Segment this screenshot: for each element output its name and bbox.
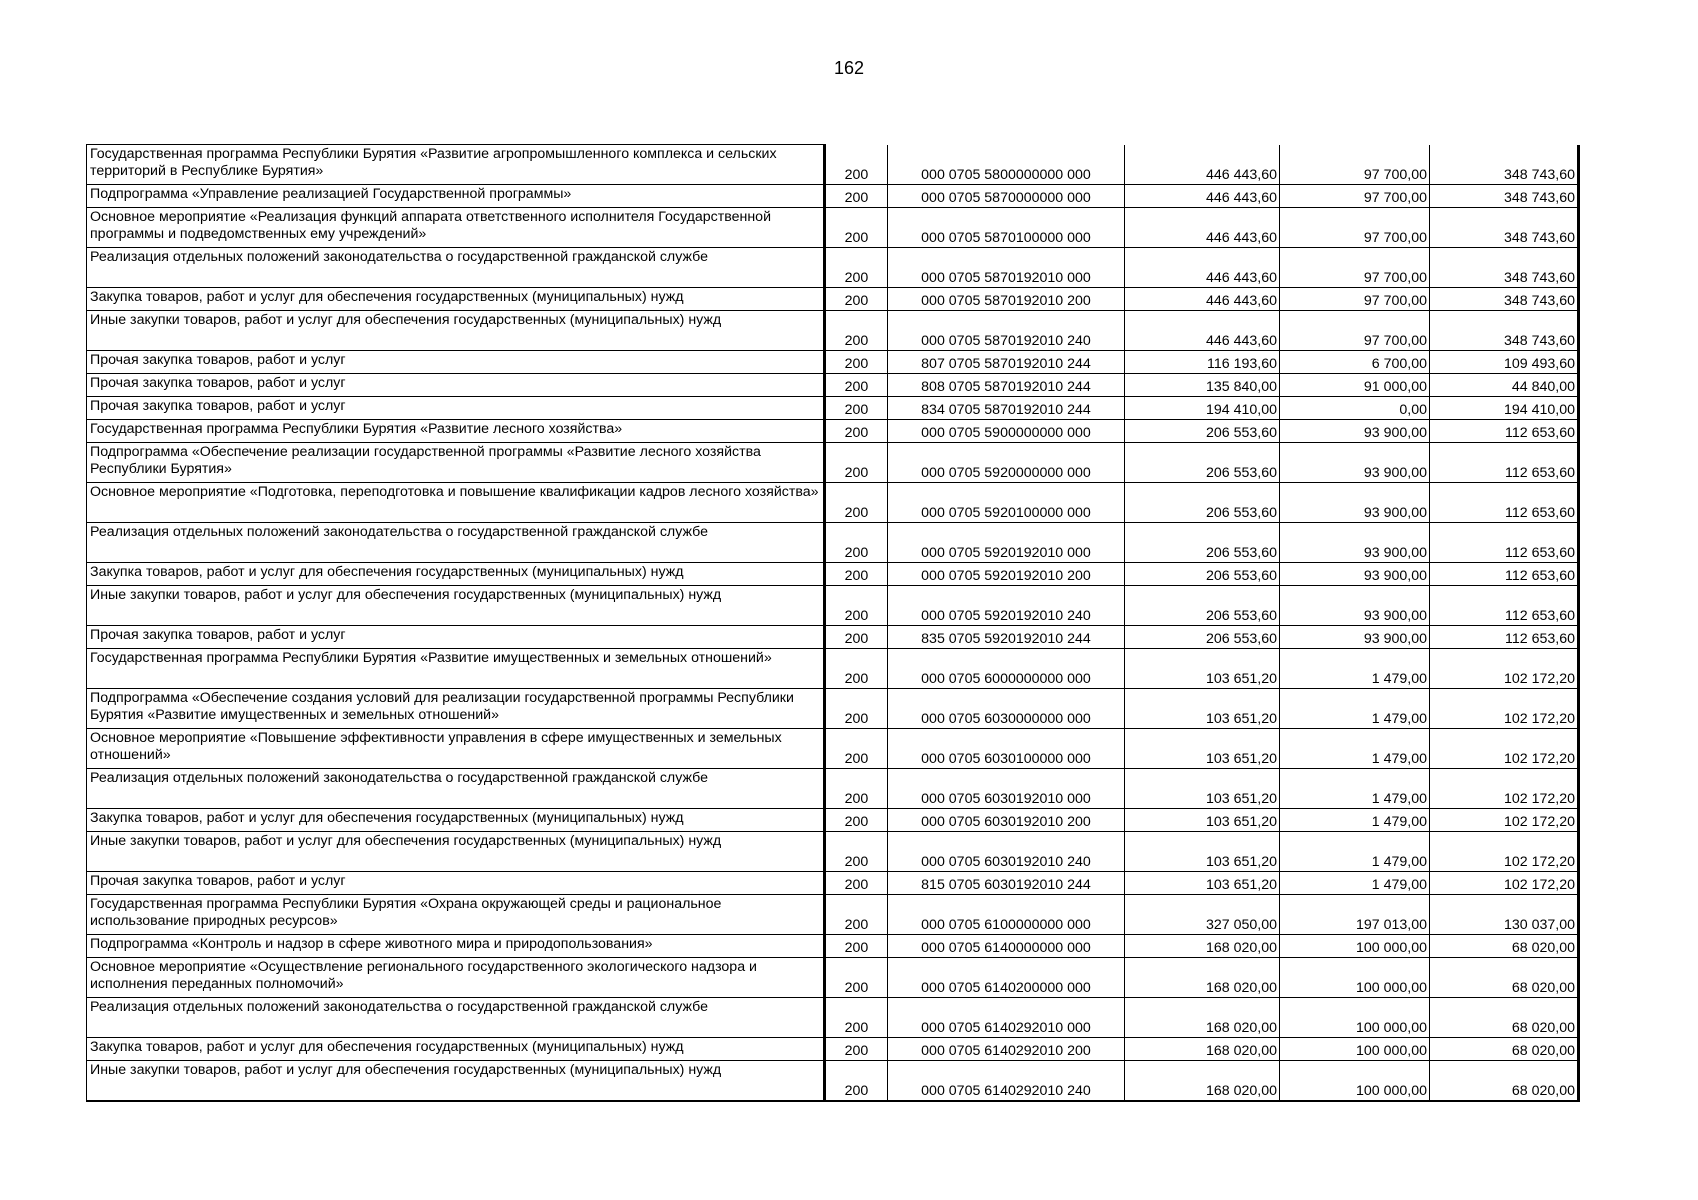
row-amount-1-cell: 206 553,60	[1125, 586, 1280, 626]
row-amount-3-cell: 112 653,60	[1430, 586, 1579, 626]
table-row	[87, 832, 1579, 872]
row-amount-1-cell: 446 443,60	[1125, 145, 1280, 185]
table-row	[87, 998, 1579, 1038]
row-name-cell: Закупка товаров, работ и услуг для обеспечения государственных (муниципальных) нужд	[87, 288, 825, 311]
table-row	[87, 586, 1579, 626]
row-name-cell: Основное мероприятие «Осуществление регионального государственного экологического надзора и исполнения переданных полномочий»	[87, 958, 825, 998]
row-amount-2-cell: 93 900,00	[1280, 443, 1430, 483]
row-amount-1-cell: 168 020,00	[1125, 958, 1280, 998]
row-code-cell: 200	[825, 998, 888, 1038]
row-amount-3-cell: 102 172,20	[1430, 832, 1579, 872]
row-code-cell: 200	[825, 689, 888, 729]
table-row	[87, 809, 1579, 832]
row-name-cell: Закупка товаров, работ и услуг для обеспечения государственных (муниципальных) нужд	[87, 563, 825, 586]
row-amount-2-cell: 91 000,00	[1280, 374, 1430, 397]
row-name-cell: Закупка товаров, работ и услуг для обеспечения государственных (муниципальных) нужд	[87, 809, 825, 832]
table-row	[87, 483, 1579, 523]
row-code-cell: 200	[825, 288, 888, 311]
table-row	[87, 649, 1579, 689]
row-kbk-cell: 000 0705 6140292010 000	[888, 998, 1125, 1038]
row-code-cell: 200	[825, 1038, 888, 1061]
row-code-cell: 200	[825, 351, 888, 374]
row-amount-3-cell: 102 172,20	[1430, 729, 1579, 769]
table-row	[87, 563, 1579, 586]
row-amount-2-cell: 100 000,00	[1280, 935, 1430, 958]
row-amount-3-cell: 68 020,00	[1430, 1061, 1579, 1102]
row-kbk-cell: 000 0705 5920192010 000	[888, 523, 1125, 563]
row-amount-1-cell: 168 020,00	[1125, 1061, 1280, 1102]
row-kbk-cell: 000 0705 5870192010 240	[888, 311, 1125, 351]
row-kbk-cell: 808 0705 5870192010 244	[888, 374, 1125, 397]
row-amount-1-cell: 446 443,60	[1125, 288, 1280, 311]
row-amount-1-cell: 168 020,00	[1125, 935, 1280, 958]
row-code-cell: 200	[825, 443, 888, 483]
row-amount-3-cell: 112 653,60	[1430, 523, 1579, 563]
row-code-cell: 200	[825, 208, 888, 248]
row-kbk-cell: 000 0705 5870192010 200	[888, 288, 1125, 311]
row-amount-3-cell: 348 743,60	[1430, 248, 1579, 288]
row-amount-3-cell: 348 743,60	[1430, 208, 1579, 248]
table-row	[87, 420, 1579, 443]
row-name-cell: Иные закупки товаров, работ и услуг для обеспечения государственных (муниципальных) нужд	[87, 1061, 825, 1102]
row-amount-3-cell: 109 493,60	[1430, 351, 1579, 374]
row-amount-1-cell: 446 443,60	[1125, 208, 1280, 248]
row-amount-1-cell: 103 651,20	[1125, 832, 1280, 872]
row-kbk-cell: 000 0705 5920000000 000	[888, 443, 1125, 483]
table-body	[87, 145, 1579, 1102]
row-code-cell: 200	[825, 420, 888, 443]
row-amount-1-cell: 103 651,20	[1125, 872, 1280, 895]
row-amount-2-cell: 93 900,00	[1280, 483, 1430, 523]
row-amount-2-cell: 6 700,00	[1280, 351, 1430, 374]
row-kbk-cell: 000 0705 6030192010 000	[888, 769, 1125, 809]
row-name-cell: Основное мероприятие «Повышение эффективности управления в сфере имущественных и земельных отношений»	[87, 729, 825, 769]
row-amount-3-cell: 112 653,60	[1430, 483, 1579, 523]
table-row	[87, 185, 1579, 208]
table-row	[87, 351, 1579, 374]
row-code-cell: 200	[825, 958, 888, 998]
row-amount-2-cell: 97 700,00	[1280, 288, 1430, 311]
row-amount-3-cell: 68 020,00	[1430, 1038, 1579, 1061]
row-amount-3-cell: 102 172,20	[1430, 809, 1579, 832]
row-code-cell: 200	[825, 769, 888, 809]
row-amount-3-cell: 102 172,20	[1430, 649, 1579, 689]
row-name-cell: Государственная программа Республики Бурятия «Развитие имущественных и земельных отношений»	[87, 649, 825, 689]
row-kbk-cell: 000 0705 5870000000 000	[888, 185, 1125, 208]
page-number: 162	[833, 58, 865, 78]
row-amount-1-cell: 103 651,20	[1125, 649, 1280, 689]
row-amount-2-cell: 93 900,00	[1280, 563, 1430, 586]
table-row	[87, 311, 1579, 351]
row-kbk-cell: 000 0705 6030000000 000	[888, 689, 1125, 729]
row-name-cell: Закупка товаров, работ и услуг для обеспечения государственных (муниципальных) нужд	[87, 1038, 825, 1061]
row-amount-2-cell: 1 479,00	[1280, 832, 1430, 872]
row-amount-3-cell: 194 410,00	[1430, 397, 1579, 420]
row-code-cell: 200	[825, 872, 888, 895]
row-amount-3-cell: 68 020,00	[1430, 958, 1579, 998]
row-name-cell: Реализация отдельных положений законодательства о государственной гражданской службе	[87, 248, 825, 288]
row-amount-2-cell: 97 700,00	[1280, 248, 1430, 288]
row-kbk-cell: 000 0705 6140000000 000	[888, 935, 1125, 958]
row-kbk-cell: 000 0705 5870192010 000	[888, 248, 1125, 288]
row-kbk-cell: 000 0705 5800000000 000	[888, 145, 1125, 185]
row-code-cell: 200	[825, 311, 888, 351]
row-amount-1-cell: 103 651,20	[1125, 729, 1280, 769]
row-amount-3-cell: 102 172,20	[1430, 872, 1579, 895]
table-row	[87, 288, 1579, 311]
row-code-cell: 200	[825, 248, 888, 288]
row-amount-3-cell: 68 020,00	[1430, 935, 1579, 958]
row-name-cell: Подпрограмма «Контроль и надзор в сфере животного мира и природопользования»	[87, 935, 825, 958]
row-kbk-cell: 815 0705 6030192010 244	[888, 872, 1125, 895]
row-amount-1-cell: 206 553,60	[1125, 483, 1280, 523]
row-name-cell: Государственная программа Республики Бурятия «Развитие лесного хозяйства»	[87, 420, 825, 443]
table-row	[87, 895, 1579, 935]
row-amount-2-cell: 1 479,00	[1280, 649, 1430, 689]
row-amount-3-cell: 112 653,60	[1430, 626, 1579, 649]
row-amount-2-cell: 93 900,00	[1280, 626, 1430, 649]
row-amount-1-cell: 206 553,60	[1125, 523, 1280, 563]
row-name-cell: Прочая закупка товаров, работ и услуг	[87, 626, 825, 649]
row-amount-2-cell: 97 700,00	[1280, 311, 1430, 351]
table-row	[87, 872, 1579, 895]
row-name-cell: Реализация отдельных положений законодательства о государственной гражданской службе	[87, 769, 825, 809]
row-amount-1-cell: 116 193,60	[1125, 351, 1280, 374]
row-kbk-cell: 000 0705 5920192010 240	[888, 586, 1125, 626]
row-code-cell: 200	[825, 397, 888, 420]
table-row	[87, 1038, 1579, 1061]
table-row	[87, 374, 1579, 397]
row-kbk-cell: 000 0705 6140292010 200	[888, 1038, 1125, 1061]
row-amount-2-cell: 93 900,00	[1280, 523, 1430, 563]
row-kbk-cell: 000 0705 6030192010 200	[888, 809, 1125, 832]
row-kbk-cell: 000 0705 5920192010 200	[888, 563, 1125, 586]
row-amount-3-cell: 68 020,00	[1430, 998, 1579, 1038]
row-name-cell: Основное мероприятие «Подготовка, переподготовка и повышение квалификации кадров лесного хозяйства»	[87, 483, 825, 523]
row-code-cell: 200	[825, 809, 888, 832]
row-amount-1-cell: 206 553,60	[1125, 420, 1280, 443]
row-code-cell: 200	[825, 1061, 888, 1102]
row-name-cell: Подпрограмма «Управление реализацией Государственной программы»	[87, 185, 825, 208]
row-name-cell: Прочая закупка товаров, работ и услуг	[87, 374, 825, 397]
row-amount-2-cell: 0,00	[1280, 397, 1430, 420]
table-row	[87, 208, 1579, 248]
table-row	[87, 1061, 1579, 1102]
row-amount-1-cell: 206 553,60	[1125, 443, 1280, 483]
row-name-cell: Прочая закупка товаров, работ и услуг	[87, 872, 825, 895]
row-amount-3-cell: 112 653,60	[1430, 563, 1579, 586]
row-name-cell: Государственная программа Республики Бурятия «Охрана окружающей среды и рациональное использование природных ресурсов»	[87, 895, 825, 935]
row-name-cell: Прочая закупка товаров, работ и услуг	[87, 351, 825, 374]
row-amount-1-cell: 168 020,00	[1125, 1038, 1280, 1061]
row-code-cell: 200	[825, 832, 888, 872]
row-name-cell: Государственная программа Республики Бурятия «Развитие агропромышленного комплекса и сельских территорий в Республике Бурятия»	[87, 145, 825, 185]
row-code-cell: 200	[825, 586, 888, 626]
row-amount-3-cell: 112 653,60	[1430, 420, 1579, 443]
row-name-cell: Реализация отдельных положений законодательства о государственной гражданской службе	[87, 998, 825, 1038]
row-kbk-cell: 835 0705 5920192010 244	[888, 626, 1125, 649]
row-amount-3-cell: 130 037,00	[1430, 895, 1579, 935]
row-amount-2-cell: 1 479,00	[1280, 769, 1430, 809]
row-code-cell: 200	[825, 563, 888, 586]
row-amount-1-cell: 446 443,60	[1125, 311, 1280, 351]
row-amount-2-cell: 100 000,00	[1280, 998, 1430, 1038]
row-code-cell: 200	[825, 483, 888, 523]
budget-table	[86, 144, 1580, 1102]
row-amount-2-cell: 197 013,00	[1280, 895, 1430, 935]
row-amount-3-cell: 44 840,00	[1430, 374, 1579, 397]
row-amount-2-cell: 1 479,00	[1280, 872, 1430, 895]
row-amount-3-cell: 348 743,60	[1430, 311, 1579, 351]
row-name-cell: Иные закупки товаров, работ и услуг для обеспечения государственных (муниципальных) нужд	[87, 586, 825, 626]
row-amount-1-cell: 168 020,00	[1125, 998, 1280, 1038]
row-amount-3-cell: 102 172,20	[1430, 769, 1579, 809]
table-row	[87, 523, 1579, 563]
row-name-cell: Подпрограмма «Обеспечение создания условий для реализации государственной программы Республики Бурятия «Развитие имущественных и земельных отношений»	[87, 689, 825, 729]
row-code-cell: 200	[825, 729, 888, 769]
row-amount-3-cell: 348 743,60	[1430, 288, 1579, 311]
row-amount-2-cell: 1 479,00	[1280, 729, 1430, 769]
row-kbk-cell: 000 0705 6030100000 000	[888, 729, 1125, 769]
table-row	[87, 626, 1579, 649]
table-row	[87, 729, 1579, 769]
row-code-cell: 200	[825, 523, 888, 563]
table-row	[87, 145, 1579, 185]
row-amount-1-cell: 135 840,00	[1125, 374, 1280, 397]
row-kbk-cell: 000 0705 6140292010 240	[888, 1061, 1125, 1102]
table-row	[87, 689, 1579, 729]
table-row	[87, 958, 1579, 998]
row-amount-2-cell: 97 700,00	[1280, 185, 1430, 208]
row-amount-2-cell: 100 000,00	[1280, 958, 1430, 998]
row-kbk-cell: 834 0705 5870192010 244	[888, 397, 1125, 420]
row-kbk-cell: 000 0705 5870100000 000	[888, 208, 1125, 248]
row-kbk-cell: 000 0705 6000000000 000	[888, 649, 1125, 689]
row-amount-2-cell: 93 900,00	[1280, 420, 1430, 443]
row-name-cell: Реализация отдельных положений законодательства о государственной гражданской службе	[87, 523, 825, 563]
row-kbk-cell: 807 0705 5870192010 244	[888, 351, 1125, 374]
row-amount-1-cell: 446 443,60	[1125, 248, 1280, 288]
row-amount-3-cell: 348 743,60	[1430, 185, 1579, 208]
row-kbk-cell: 000 0705 6140200000 000	[888, 958, 1125, 998]
row-amount-1-cell: 103 651,20	[1125, 809, 1280, 832]
table-row	[87, 935, 1579, 958]
row-code-cell: 200	[825, 935, 888, 958]
row-amount-1-cell: 446 443,60	[1125, 185, 1280, 208]
table-row	[87, 443, 1579, 483]
row-name-cell: Основное мероприятие «Реализация функций аппарата ответственного исполнителя Государственной программы и подведомственных ему учреждений»	[87, 208, 825, 248]
row-code-cell: 200	[825, 185, 888, 208]
row-kbk-cell: 000 0705 5900000000 000	[888, 420, 1125, 443]
row-amount-1-cell: 103 651,20	[1125, 769, 1280, 809]
row-code-cell: 200	[825, 626, 888, 649]
table-row	[87, 397, 1579, 420]
row-amount-2-cell: 1 479,00	[1280, 809, 1430, 832]
row-name-cell: Подпрограмма «Обеспечение реализации государственной программы «Развитие лесного хозяйства Республики Бурятия»	[87, 443, 825, 483]
table-row	[87, 248, 1579, 288]
row-amount-1-cell: 194 410,00	[1125, 397, 1280, 420]
row-amount-1-cell: 103 651,20	[1125, 689, 1280, 729]
row-code-cell: 200	[825, 895, 888, 935]
row-name-cell: Иные закупки товаров, работ и услуг для обеспечения государственных (муниципальных) нужд	[87, 311, 825, 351]
row-amount-2-cell: 100 000,00	[1280, 1061, 1430, 1102]
table-row	[87, 769, 1579, 809]
row-code-cell: 200	[825, 374, 888, 397]
row-amount-2-cell: 97 700,00	[1280, 145, 1430, 185]
row-amount-3-cell: 102 172,20	[1430, 689, 1579, 729]
row-amount-2-cell: 93 900,00	[1280, 586, 1430, 626]
row-amount-1-cell: 206 553,60	[1125, 626, 1280, 649]
row-kbk-cell: 000 0705 6030192010 240	[888, 832, 1125, 872]
row-amount-3-cell: 348 743,60	[1430, 145, 1579, 185]
row-code-cell: 200	[825, 145, 888, 185]
row-amount-1-cell: 327 050,00	[1125, 895, 1280, 935]
row-amount-2-cell: 1 479,00	[1280, 689, 1430, 729]
row-amount-2-cell: 97 700,00	[1280, 208, 1430, 248]
row-amount-3-cell: 112 653,60	[1430, 443, 1579, 483]
row-name-cell: Прочая закупка товаров, работ и услуг	[87, 397, 825, 420]
row-amount-1-cell: 206 553,60	[1125, 563, 1280, 586]
row-amount-2-cell: 100 000,00	[1280, 1038, 1430, 1061]
row-kbk-cell: 000 0705 6100000000 000	[888, 895, 1125, 935]
row-kbk-cell: 000 0705 5920100000 000	[888, 483, 1125, 523]
row-name-cell: Иные закупки товаров, работ и услуг для обеспечения государственных (муниципальных) нужд	[87, 832, 825, 872]
row-code-cell: 200	[825, 649, 888, 689]
